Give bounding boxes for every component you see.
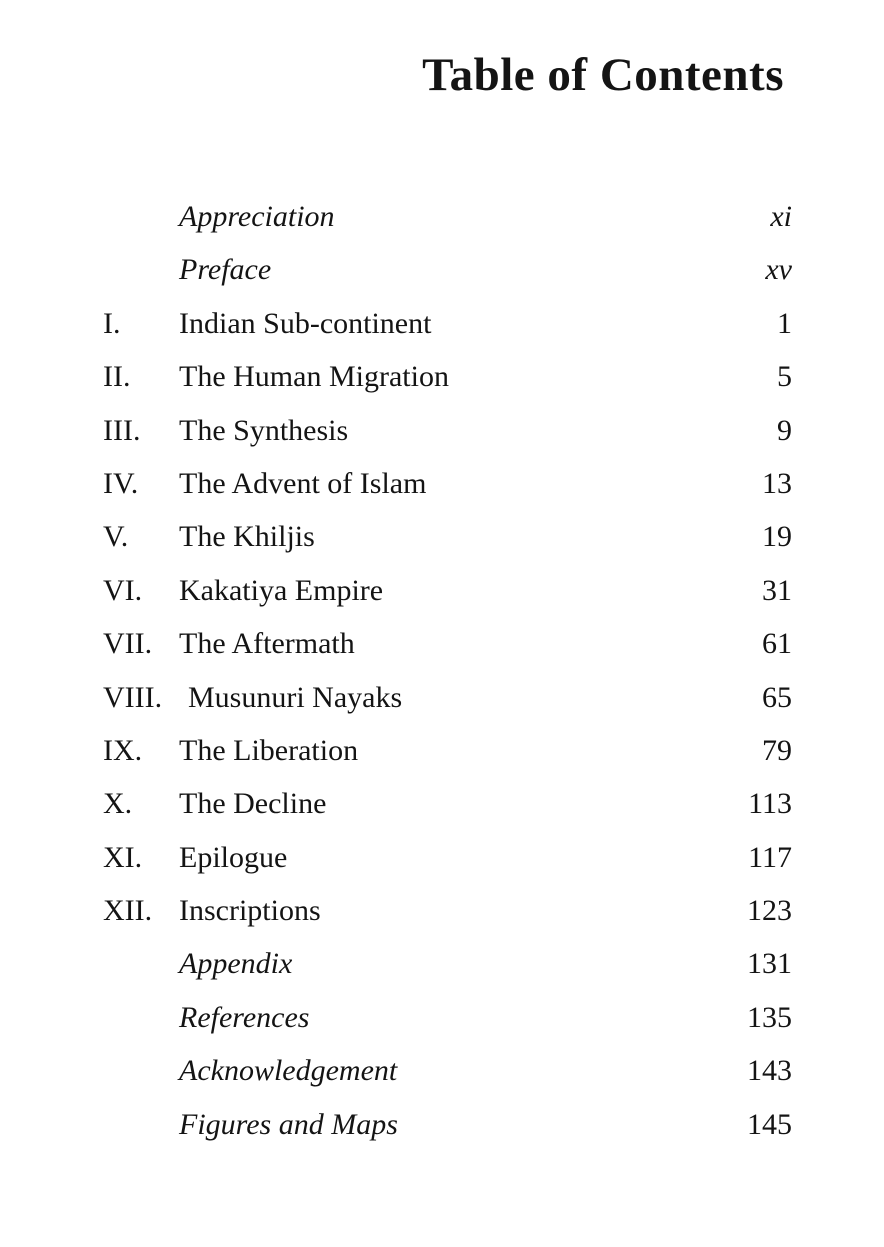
toc-entry	[0, 991, 884, 1044]
toc-entry	[0, 1098, 884, 1151]
toc-entry-number: II.	[103, 360, 131, 394]
toc-entry	[0, 884, 884, 937]
toc-entry-page: 1	[777, 306, 792, 340]
toc-entry-number: XII.	[103, 894, 153, 928]
toc-entry-title: The Liberation	[179, 733, 359, 767]
toc-entry	[0, 190, 884, 243]
toc-entry-page: 61	[762, 627, 792, 661]
toc-entry	[0, 831, 884, 884]
toc-entry-title: References	[179, 1000, 310, 1034]
toc-list	[0, 190, 884, 1151]
toc-entry	[0, 617, 884, 670]
toc-entry-title: Musunuri Nayaks	[188, 680, 403, 714]
toc-entry-title: The Decline	[179, 787, 327, 821]
toc-entry	[0, 1044, 884, 1097]
toc-entry-page: 135	[747, 1000, 792, 1034]
toc-entry-title: Kakatiya Empire	[179, 573, 384, 607]
toc-entry-page: 117	[748, 840, 792, 874]
toc-entry-page: 5	[777, 360, 792, 394]
toc-entry	[0, 457, 884, 510]
toc-entry-page: 19	[762, 520, 792, 554]
toc-entry	[0, 564, 884, 617]
toc-entry-number: V.	[103, 520, 129, 554]
toc-entry-page: 143	[747, 1054, 792, 1088]
toc-entry-page: 31	[762, 573, 792, 607]
toc-entry-title: The Advent of Islam	[179, 466, 427, 500]
toc-entry	[0, 671, 884, 724]
toc-entry-number: IX.	[103, 733, 143, 767]
toc-entry-title: The Synthesis	[179, 413, 349, 447]
toc-entry	[0, 777, 884, 830]
toc-entry-page: xv	[765, 253, 792, 287]
toc-entry-title: Preface	[179, 253, 272, 287]
toc-entry-title: Appreciation	[179, 200, 335, 233]
toc-entry-number: XI.	[103, 840, 143, 874]
toc-entry-title: Figures and Maps	[179, 1107, 398, 1141]
toc-entry-page: 145	[747, 1107, 792, 1141]
toc-entry	[0, 937, 884, 990]
toc-entry	[0, 297, 884, 350]
toc-entry-number: VI.	[103, 573, 143, 607]
toc-entry-title: Acknowledgement	[179, 1054, 398, 1088]
toc-entry-page: 131	[747, 947, 792, 981]
toc-entry-number: I.	[103, 306, 121, 340]
toc-entry	[0, 404, 884, 457]
toc-entry-page: 123	[747, 894, 792, 928]
toc-entry-number: III.	[103, 413, 141, 447]
toc-entry-page: 9	[777, 413, 792, 447]
toc-entry-title: Appendix	[179, 947, 293, 981]
toc-entry-number: X.	[103, 787, 133, 821]
toc-entry-page: xi	[770, 200, 792, 233]
toc-entry-title: Epilogue	[179, 840, 288, 874]
toc-entry-number: VII.	[103, 627, 153, 661]
toc-entry-page: 79	[762, 733, 792, 767]
toc-entry-page: 113	[748, 787, 792, 821]
toc-entry-number: IV.	[103, 466, 139, 500]
toc-entry	[0, 350, 884, 403]
toc-entry-title: The Human Migration	[179, 360, 449, 394]
toc-entry	[0, 243, 884, 296]
toc-entry-title: Indian Sub-continent	[179, 306, 432, 340]
toc-entry	[0, 724, 884, 777]
toc-entry-title: The Khiljis	[179, 520, 315, 554]
toc-entry	[0, 510, 884, 563]
toc-entry-title: Inscriptions	[179, 894, 321, 928]
toc-entry-number: VIII.	[103, 680, 163, 714]
toc-entry-page: 65	[762, 680, 792, 714]
page-title: Table of Contents	[422, 49, 784, 101]
toc-entry-title: The Aftermath	[179, 627, 355, 661]
toc-entry-page: 13	[762, 466, 792, 500]
